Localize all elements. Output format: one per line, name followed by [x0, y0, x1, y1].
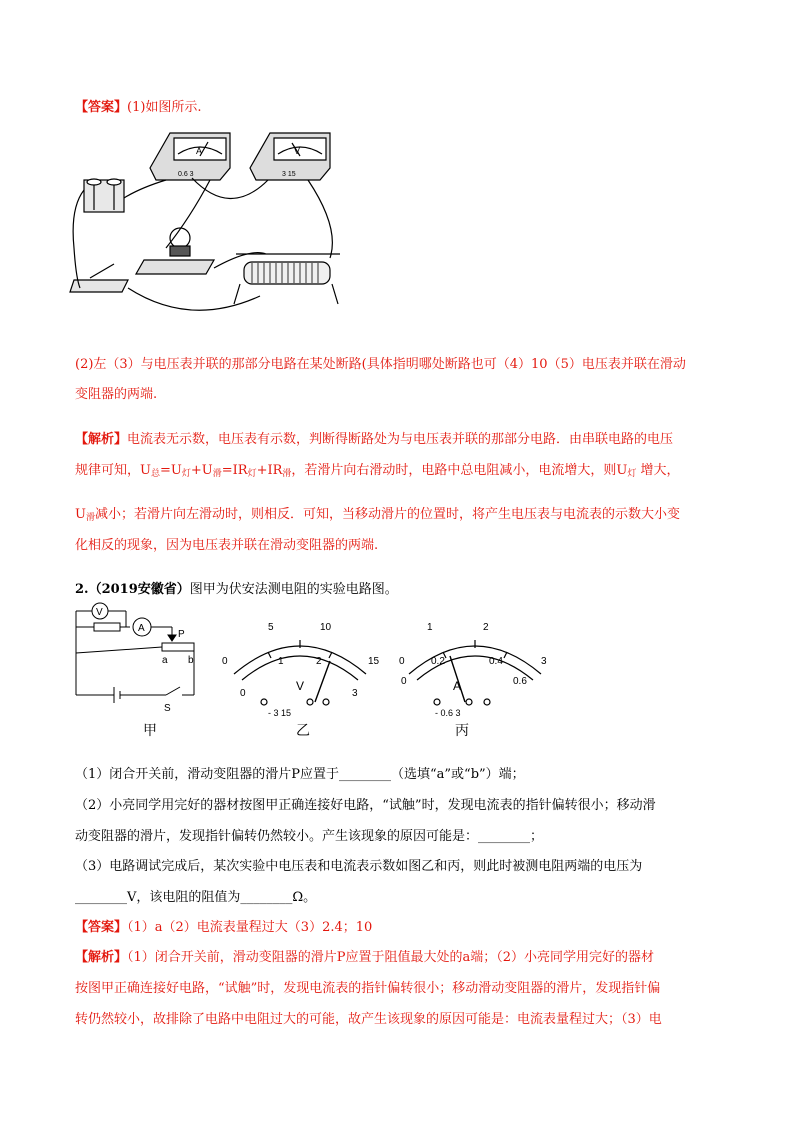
subscript: 滑	[85, 513, 95, 523]
question2-q3-line2: ________V，该电阻的阻值为________Ω。	[75, 890, 317, 905]
text-segment: ，若滑片向右滑动时，电路中总电阻减小，电流增大，则U	[291, 463, 628, 478]
caption-bing: 丙	[455, 723, 469, 739]
analysis1-line3	[75, 506, 680, 527]
amp-inner-06: 0.6	[513, 676, 527, 687]
answer1-rest-line1: (2)左（3）与电压表并联的那部分电路在某处断路(具体指明哪处断路也可（4）10（5）电压表并联在滑动	[75, 357, 686, 372]
amp-inner-04: 0.4	[489, 656, 503, 667]
amp-letter: A	[453, 679, 462, 693]
question2-q1: （1）闭合开关前，滑动变阻器的滑片P应置于________（选填“a”或“b”）端；	[75, 767, 525, 782]
amp-outer-1: 1	[427, 622, 433, 633]
amp-terminals: - 0.6 3	[435, 708, 461, 718]
text-segment: U	[75, 507, 86, 522]
analysis-text: 电流表无示数，电压表有示数，判断得断路处为与电压表并联的那部分电路．由串联电路的电压	[127, 432, 674, 447]
question-source: （2019安徽省）	[88, 582, 190, 597]
analysis1-line1	[75, 431, 673, 449]
question2-q3-line1: （3）电路调试完成后，某次实验中电压表和电流表示数如图乙和丙，则此时被测电阻两端的电压为	[75, 859, 643, 874]
answer-text: (1)如图所示.	[127, 100, 202, 115]
analysis1-line2	[75, 462, 680, 483]
text-segment: 规律可知，U	[75, 463, 151, 478]
voltmeter-letter: V	[294, 146, 301, 156]
question2-q2-line2: 动变阻器的滑片，发现指针偏转仍然较小。产生该现象的原因可能是：________；	[75, 829, 544, 844]
question2-stem-line	[75, 581, 398, 599]
volt-outer-0: 0	[222, 656, 228, 667]
subscript: 灯	[247, 469, 257, 479]
volt-inner-1: 1	[278, 656, 284, 667]
volt-inner-2: 2	[316, 656, 322, 667]
volt-outer-5: 5	[268, 622, 274, 633]
amp-outer-0: 0	[399, 656, 405, 667]
volt-inner-3: 3	[352, 688, 358, 699]
text-segment: 增大，	[636, 463, 680, 478]
question-stem: 图甲为伏安法测电阻的实验电路图。	[189, 582, 398, 597]
voltmeter-scale: 3 15	[282, 171, 296, 178]
answer-label: 【答案】	[75, 100, 128, 115]
volt-letter: V	[296, 679, 305, 693]
caption-yi: 乙	[296, 723, 310, 739]
volt-outer-15: 15	[368, 656, 380, 667]
analysis2-line3: 转仍然较小，故排除了电路中电阻过大的可能，故产生该现象的原因可能是：电流表量程过大；（3）电	[75, 1012, 662, 1027]
volt-outer-10: 10	[320, 622, 332, 633]
answer-label: 【答案】	[75, 920, 128, 935]
end-a-label: a	[162, 655, 168, 666]
answer1-line	[75, 99, 202, 117]
text-segment: +IR	[256, 463, 283, 478]
text-segment: 减小；若滑片向左滑动时，则相反．可知，当移动滑片的位置时，将产生电压表与电流表的示数大小变	[94, 507, 680, 522]
volt-terminals: - 3 15	[268, 708, 292, 718]
ammeter-letter: A	[196, 146, 203, 156]
amp-inner-0: 0	[401, 676, 407, 687]
text-segment: +U	[190, 463, 213, 478]
analysis1-line4: 化相反的现象，因为电压表并联在滑动变阻器的两端.	[75, 538, 379, 553]
switch-label: S	[164, 703, 171, 714]
text-segment: =IR	[221, 463, 248, 478]
analysis-text: （1）闭合开关前，滑动变阻器的滑片P应置于阻值最大处的a端；（2）小亮同学用完好的器材	[127, 950, 655, 965]
voltmeter-dial	[220, 618, 380, 718]
slider-label: P	[178, 629, 185, 640]
amp-inner-02: 0.2	[431, 656, 445, 667]
ammeter-dial	[395, 618, 555, 718]
end-b-label: b	[188, 655, 194, 666]
subscript: 总	[150, 469, 160, 479]
answer1-rest-line2: 变阻器的两端.	[75, 387, 158, 402]
question-number: 2.	[75, 582, 89, 597]
subscript: 滑	[282, 469, 292, 479]
amp-outer-3: 3	[541, 656, 547, 667]
subscript: 灯	[181, 469, 191, 479]
circuit-voltmeter-label: V	[96, 607, 103, 618]
analysis2-line2: 按图甲正确连接好电路，“试触”时，发现电流表的指针偏转很小；移动滑动变阻器的滑片，发现指针偏	[75, 981, 661, 996]
circuit-apparatus-figure	[70, 128, 370, 313]
amp-outer-2: 2	[483, 622, 489, 633]
analysis-label: 【解析】	[75, 432, 128, 447]
circuit-diagram	[70, 605, 210, 715]
analysis2-line1	[75, 949, 654, 967]
answer-text: （1）a（2）电流表量程过大（3）2.4；10	[127, 920, 373, 935]
ammeter-scale: 0.6 3	[178, 171, 194, 178]
answer2-line	[75, 919, 372, 937]
volt-inner-0: 0	[240, 688, 246, 699]
text-segment: =U	[159, 463, 182, 478]
circuit-ammeter-label: A	[138, 623, 145, 634]
subscript: 灯	[627, 469, 637, 479]
subscript: 滑	[212, 469, 222, 479]
question2-q2-line1: （2）小亮同学用完好的器材按图甲正确连接好电路，“试触”时，发现电流表的指针偏转很小；移动滑	[75, 798, 656, 813]
caption-jia: 甲	[143, 723, 157, 739]
analysis-label: 【解析】	[75, 950, 128, 965]
